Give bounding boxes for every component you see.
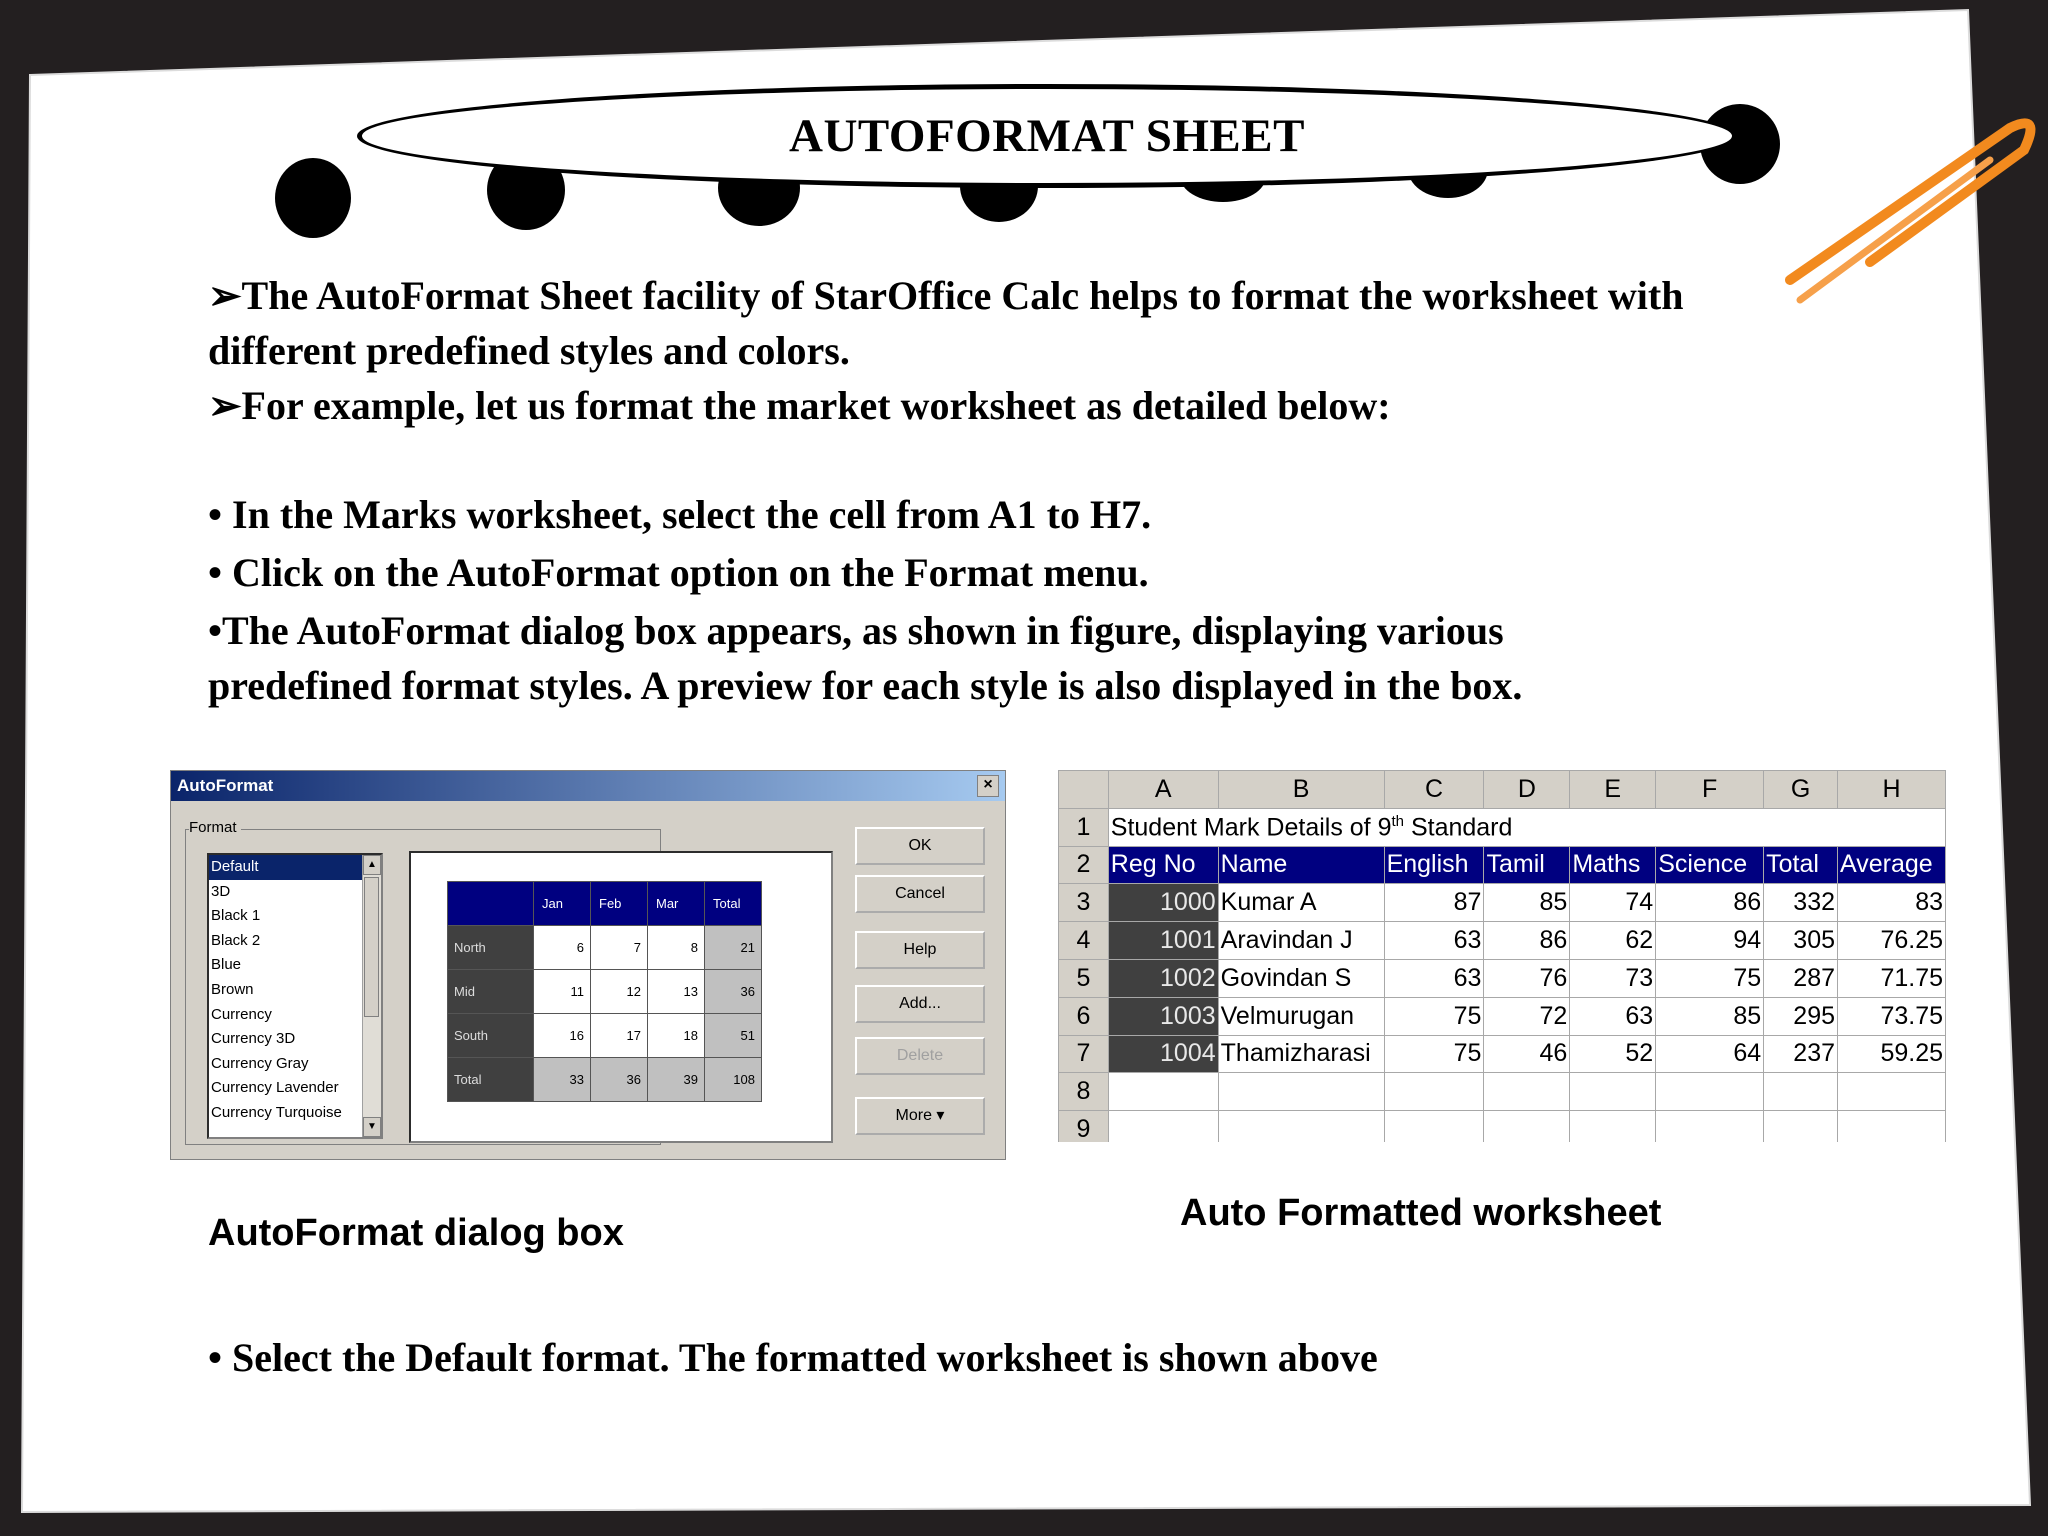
bullet-line: • Click on the AutoFormat option on the Format menu.: [208, 550, 1149, 595]
row-header[interactable]: 3: [1059, 884, 1109, 922]
preview-cell: 51: [705, 1014, 762, 1058]
average-cell[interactable]: 83: [1838, 884, 1946, 922]
ok-button[interactable]: OK: [855, 827, 985, 865]
empty-cell[interactable]: [1838, 1111, 1946, 1142]
scroll-down-icon[interactable]: ▼: [363, 1117, 381, 1137]
paragraph-line: ➢The AutoFormat Sheet facility of StarOffice Calc helps to format the worksheet with: [208, 273, 1684, 318]
preview-row-label: North: [448, 926, 534, 970]
preview-cell: 12: [591, 970, 648, 1014]
column-header[interactable]: F: [1656, 771, 1764, 809]
mark-cell[interactable]: 85: [1484, 884, 1570, 922]
format-style-list[interactable]: [207, 853, 383, 1139]
header-cell[interactable]: Average: [1838, 846, 1946, 884]
autoformat-dialog: [170, 770, 1006, 1160]
reg-no-cell[interactable]: 1000: [1108, 884, 1218, 922]
empty-cell[interactable]: [1570, 1073, 1656, 1111]
more-button[interactable]: More ▾: [855, 1097, 985, 1135]
average-cell[interactable]: 71.75: [1838, 959, 1946, 997]
mark-cell[interactable]: 87: [1384, 884, 1484, 922]
list-item[interactable]: Currency Gray: [211, 1054, 309, 1072]
bullet-line: predefined format styles. A preview for each style is also displayed in the box.: [208, 663, 1523, 708]
preview-row-label: Total: [448, 1058, 534, 1102]
list-item[interactable]: Blue: [211, 956, 242, 974]
close-icon[interactable]: ×: [977, 775, 999, 797]
list-item[interactable]: Currency: [211, 1005, 272, 1023]
delete-button[interactable]: Delete: [855, 1037, 985, 1075]
list-item[interactable]: Black 1: [211, 907, 261, 925]
column-header[interactable]: E: [1570, 771, 1656, 809]
header-cell[interactable]: Science: [1656, 846, 1764, 884]
preview-cell: 33: [534, 1058, 591, 1102]
paragraph-line: ➢For example, let us format the market worksheet as detailed below:: [208, 383, 1391, 428]
column-header[interactable]: C: [1384, 771, 1484, 809]
mark-cell[interactable]: 62: [1570, 922, 1656, 960]
empty-cell[interactable]: [1384, 1073, 1484, 1111]
worksheet-caption: Auto Formatted worksheet: [1180, 1192, 1662, 1234]
preview-corner: [448, 882, 534, 926]
reg-no-cell[interactable]: 1003: [1108, 997, 1218, 1035]
empty-cell[interactable]: [1218, 1073, 1384, 1111]
column-header[interactable]: D: [1484, 771, 1570, 809]
empty-cell[interactable]: [1384, 1111, 1484, 1142]
mark-cell[interactable]: 76: [1484, 959, 1570, 997]
preview-cell: 7: [591, 926, 648, 970]
add-button[interactable]: Add...: [855, 985, 985, 1023]
header-cell[interactable]: Tamil: [1484, 846, 1570, 884]
row-header[interactable]: 9: [1059, 1111, 1109, 1142]
average-cell[interactable]: 73.75: [1838, 997, 1946, 1035]
column-header[interactable]: H: [1838, 771, 1946, 809]
preview-table: [447, 881, 762, 1102]
list-item[interactable]: Default: [209, 855, 381, 880]
worksheet-grid: [1058, 770, 1946, 1142]
total-cell[interactable]: 332: [1764, 884, 1838, 922]
empty-cell[interactable]: [1484, 1111, 1570, 1142]
paragraph-line: different predefined styles and colors.: [208, 328, 850, 373]
preview-cell: 108: [705, 1058, 762, 1102]
total-cell[interactable]: 287: [1764, 959, 1838, 997]
mark-cell[interactable]: 72: [1484, 997, 1570, 1035]
list-item[interactable]: Black 2: [211, 931, 261, 949]
total-cell[interactable]: 295: [1764, 997, 1838, 1035]
total-cell[interactable]: 305: [1764, 922, 1838, 960]
dialog-caption: AutoFormat dialog box: [208, 1212, 624, 1254]
preview-header: Feb: [591, 882, 648, 926]
list-item[interactable]: Currency Turquoise: [211, 1103, 342, 1121]
preview-cell: 39: [648, 1058, 705, 1102]
column-header[interactable]: A: [1108, 771, 1218, 809]
preview-cell: 13: [648, 970, 705, 1014]
mark-cell[interactable]: 94: [1656, 922, 1764, 960]
empty-cell[interactable]: [1108, 1073, 1218, 1111]
list-item[interactable]: Currency Lavender: [211, 1079, 339, 1097]
mark-cell[interactable]: 75: [1656, 959, 1764, 997]
formatted-worksheet: [1058, 770, 1946, 1142]
reg-no-cell[interactable]: 1001: [1108, 922, 1218, 960]
preview-cell: 36: [591, 1058, 648, 1102]
header-cell[interactable]: English: [1384, 846, 1484, 884]
sheet-title-cell[interactable]: Student Mark Details of 9th Standard: [1108, 808, 1945, 846]
page-title: AUTOFORMAT SHEET: [789, 110, 1305, 162]
mark-cell[interactable]: 86: [1656, 884, 1764, 922]
preview-cell: 16: [534, 1014, 591, 1058]
mark-cell[interactable]: 86: [1484, 922, 1570, 960]
preview-cell: 11: [534, 970, 591, 1014]
mark-cell[interactable]: 46: [1484, 1035, 1570, 1073]
preview-cell: 36: [705, 970, 762, 1014]
mark-cell[interactable]: 52: [1570, 1035, 1656, 1073]
preview-header: Jan: [534, 882, 591, 926]
preview-header: Total: [705, 882, 762, 926]
name-cell[interactable]: Velmurugan: [1218, 997, 1384, 1035]
row-header[interactable]: 7: [1059, 1035, 1109, 1073]
preview-cell: 21: [705, 926, 762, 970]
header-cell[interactable]: Maths: [1570, 846, 1656, 884]
bullet-line: • In the Marks worksheet, select the cell from A1 to H7.: [208, 492, 1152, 537]
empty-cell[interactable]: [1764, 1073, 1838, 1111]
mark-cell[interactable]: 73: [1570, 959, 1656, 997]
average-cell[interactable]: 76.25: [1838, 922, 1946, 960]
preview-cell: 8: [648, 926, 705, 970]
empty-cell[interactable]: [1656, 1073, 1764, 1111]
dialog-titlebar: [171, 771, 1005, 801]
row-header[interactable]: 5: [1059, 959, 1109, 997]
name-cell[interactable]: Kumar A: [1218, 884, 1384, 922]
preview-cell: 18: [648, 1014, 705, 1058]
empty-cell[interactable]: [1108, 1111, 1218, 1142]
mark-cell[interactable]: 85: [1656, 997, 1764, 1035]
list-item[interactable]: 3D: [211, 882, 231, 900]
empty-cell[interactable]: [1764, 1111, 1838, 1142]
preview-header: Mar: [648, 882, 705, 926]
empty-cell[interactable]: [1218, 1111, 1384, 1142]
total-cell[interactable]: 237: [1764, 1035, 1838, 1073]
mark-cell[interactable]: 63: [1384, 959, 1484, 997]
preview-row-label: South: [448, 1014, 534, 1058]
list-item[interactable]: Currency 3D: [211, 1030, 296, 1048]
row-header[interactable]: 6: [1059, 997, 1109, 1035]
preview-cell: 6: [534, 926, 591, 970]
average-cell[interactable]: 59.25: [1838, 1035, 1946, 1073]
mark-cell[interactable]: 75: [1384, 997, 1484, 1035]
header-cell[interactable]: Total: [1764, 846, 1838, 884]
reg-no-cell[interactable]: 1004: [1108, 1035, 1218, 1073]
empty-cell[interactable]: [1570, 1111, 1656, 1142]
mark-cell[interactable]: 74: [1570, 884, 1656, 922]
mark-cell[interactable]: 64: [1656, 1035, 1764, 1073]
name-cell[interactable]: Aravindan J: [1218, 922, 1384, 960]
mark-cell[interactable]: 63: [1570, 997, 1656, 1035]
empty-cell[interactable]: [1656, 1111, 1764, 1142]
bullet-line: •The AutoFormat dialog box appears, as shown in figure, displaying various: [208, 608, 1504, 653]
empty-cell[interactable]: [1484, 1073, 1570, 1111]
header-cell[interactable]: Name: [1218, 846, 1384, 884]
column-header[interactable]: B: [1218, 771, 1384, 809]
format-preview: [409, 851, 833, 1143]
format-label: Format: [189, 819, 241, 836]
scroll-up-icon[interactable]: ▲: [363, 855, 381, 875]
help-button[interactable]: Help: [855, 931, 985, 969]
title-banner: [357, 84, 1737, 188]
corner-cell[interactable]: [1059, 771, 1109, 809]
preview-cell: 17: [591, 1014, 648, 1058]
mark-cell[interactable]: 75: [1384, 1035, 1484, 1073]
row-header[interactable]: 8: [1059, 1073, 1109, 1111]
binder-hole: [275, 158, 351, 238]
list-item[interactable]: Brown: [211, 980, 254, 998]
name-cell[interactable]: Thamizharasi: [1218, 1035, 1384, 1073]
row-header[interactable]: 1: [1059, 808, 1109, 846]
preview-row-label: Mid: [448, 970, 534, 1014]
mark-cell[interactable]: 63: [1384, 922, 1484, 960]
list-scrollbar[interactable]: [362, 855, 381, 1137]
dialog-title: AutoFormat: [177, 776, 274, 795]
reg-no-cell[interactable]: 1002: [1108, 959, 1218, 997]
cancel-button[interactable]: Cancel: [855, 875, 985, 913]
empty-cell[interactable]: [1838, 1073, 1946, 1111]
row-header[interactable]: 4: [1059, 922, 1109, 960]
name-cell[interactable]: Govindan S: [1218, 959, 1384, 997]
header-cell[interactable]: Reg No: [1108, 846, 1218, 884]
row-header[interactable]: 2: [1059, 846, 1109, 884]
footer-note: • Select the Default format. The formatted worksheet is shown above: [208, 1335, 1378, 1380]
column-header[interactable]: G: [1764, 771, 1838, 809]
scroll-thumb[interactable]: [364, 877, 379, 1017]
